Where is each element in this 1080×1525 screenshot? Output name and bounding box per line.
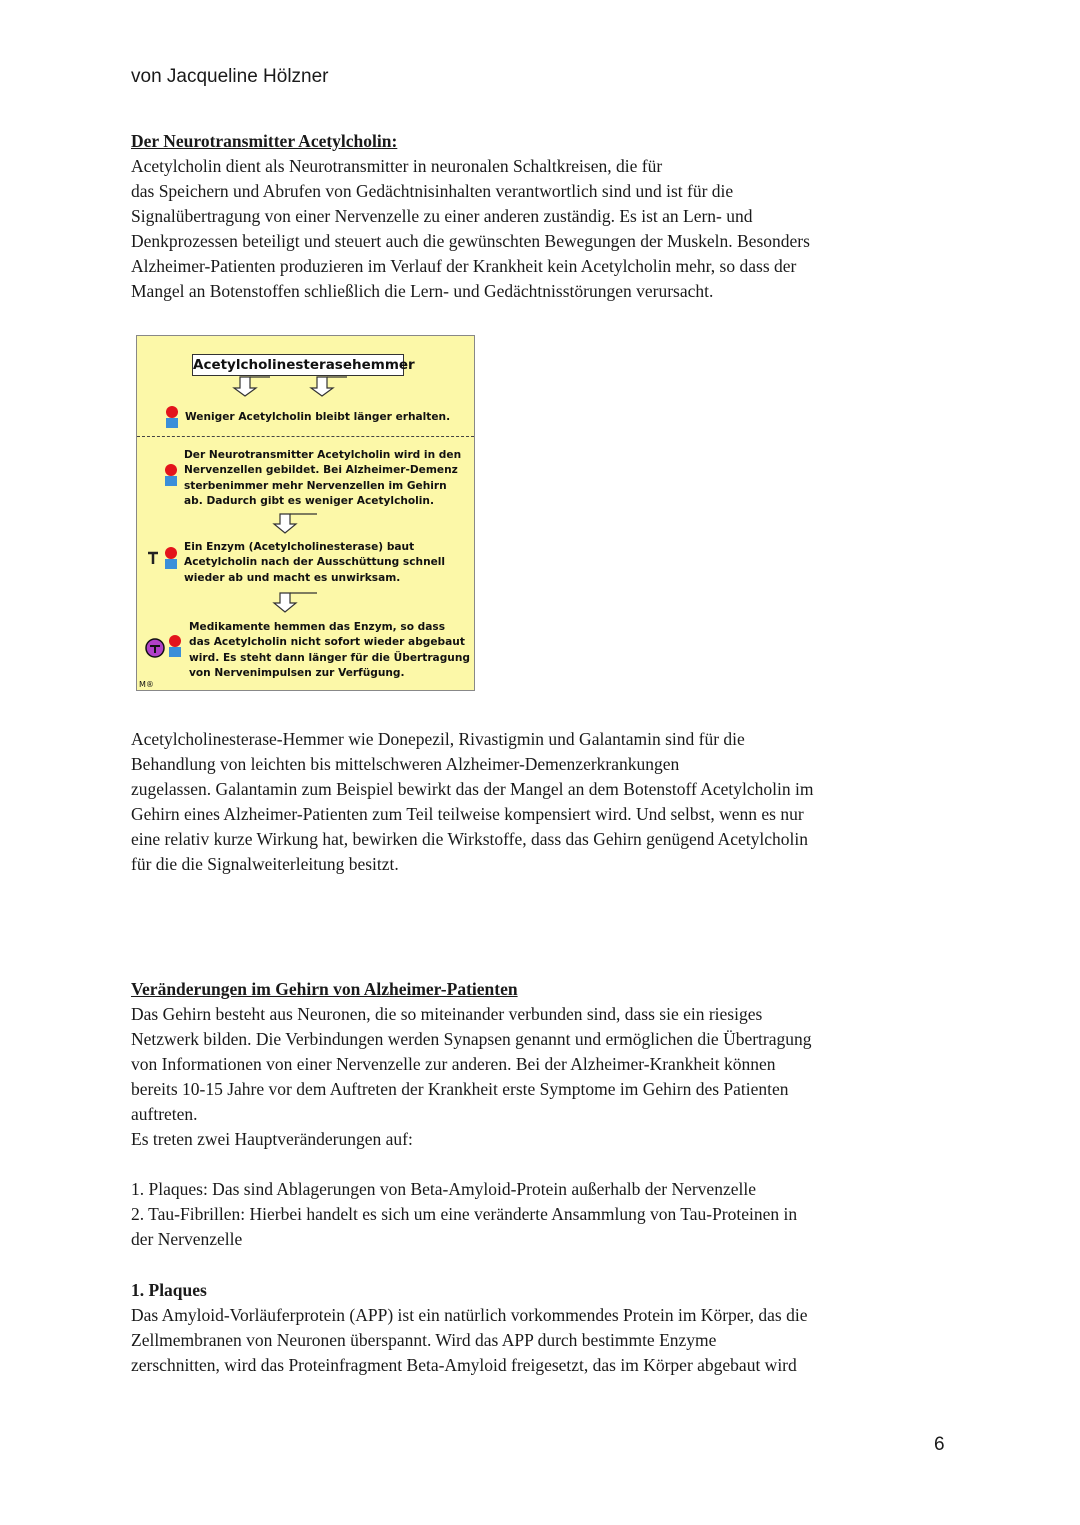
text-line: der Nervenzelle xyxy=(131,1229,243,1249)
text-line: ab. Dadurch gibt es weniger Acetylcholin. xyxy=(184,494,434,507)
figure-step-text xyxy=(189,620,470,681)
subsection-heading: 1. Plaques xyxy=(131,1280,207,1300)
text-line: Zellmembranen von Neuronen überspannt. Wird das APP durch bestimmte Enzyme xyxy=(131,1330,717,1350)
text-line: wieder ab und macht es unwirksam. xyxy=(184,571,401,584)
section-veraenderungen xyxy=(131,977,961,1252)
text-line: Acetylcholin dient als Neurotransmitter in neuronalen Schaltkreisen, die für xyxy=(131,156,663,176)
text-line: auftreten. xyxy=(131,1104,198,1124)
text-line: zerschnitten, wird das Proteinfragment Beta-Amyloid freigesetzt, das im Körper abgebaut wird xyxy=(131,1355,797,1375)
text-line: wird. Es steht dann länger für die Übertragung xyxy=(189,651,470,664)
paragraph xyxy=(131,1303,961,1378)
text-line: Das Amyloid-Vorläuferprotein (APP) ist ein natürlich vorkommendes Protein im Körper, das die xyxy=(131,1305,808,1325)
text-line: Nervenzellen gebildet. Bei Alzheimer-Demenz xyxy=(184,464,458,477)
text-line: 1. Plaques: Das sind Ablagerungen von Beta-Amyloid-Protein außerhalb der Nervenzelle xyxy=(131,1179,756,1199)
text-line: Das Gehirn besteht aus Neuronen, die so miteinander verbunden sind, dass sie ein riesiges xyxy=(131,1004,763,1024)
dashed-divider xyxy=(137,436,474,437)
text-line: sterbenimmer mehr Nervenzellen im Gehirn xyxy=(184,479,447,492)
paragraph xyxy=(131,727,961,877)
text-line: Acetylcholinesterase-Hemmer wie Donepezil, Rivastigmin und Galantamin sind für die xyxy=(131,729,745,749)
text-line: Denkprozessen beteiligt und steuert auch die gewünschten Bewegungen der Muskeln. Besonders xyxy=(131,231,810,251)
author-line: von Jacqueline Hölzner xyxy=(131,66,329,87)
text-line: von Informationen von einer Nervenzelle zur anderen. Bei der Alzheimer-Krankheit können xyxy=(131,1054,776,1074)
text-line: Netzwerk bilden. Die Verbindungen werden Synapsen genannt und ermöglichen die Übertragung xyxy=(131,1029,812,1049)
text-line: für die die Signalweiterleitung besitzt. xyxy=(131,854,399,874)
section-hemmer xyxy=(131,727,961,877)
down-arrow-icon xyxy=(274,593,317,612)
text-line: eine relativ kurze Wirkung hat, bewirken die Wirkstoffe, dass das Gehirn genügend Acetylcholin xyxy=(131,829,809,849)
text-line: Behandlung von leichten bis mittelschweren Alzheimer-Demenzerkrankungen xyxy=(131,754,680,774)
section-acetylcholin xyxy=(131,129,961,304)
paragraph xyxy=(131,154,961,304)
text-line: Mangel an Botenstoffen schließlich die Lern- und Gedächtnisstörungen verursacht. xyxy=(131,281,714,301)
text-line: das Acetylcholin nicht sofort wieder abgebaut xyxy=(189,636,465,649)
down-arrow-icon xyxy=(234,377,347,396)
text-line: von Nervenimpulsen zur Verfügung. xyxy=(189,666,405,679)
text-line: Medikamente hemmen das Enzym, so dass xyxy=(189,621,445,633)
page-number: 6 xyxy=(934,1434,945,1455)
section-heading: Veränderungen im Gehirn von Alzheimer-Patienten xyxy=(131,979,518,999)
acetylcholin-molecule-icon xyxy=(165,464,177,486)
text-line: 2. Tau-Fibrillen: Hierbei handelt es sich um eine veränderte Ansammlung von Tau-Proteinen in xyxy=(131,1204,798,1224)
text-line: Alzheimer-Patienten produzieren im Verlauf der Krankheit kein Acetylcholin mehr, so dass der xyxy=(131,256,797,276)
acetylcholin-molecule-icon xyxy=(166,406,178,428)
enzyme-icon xyxy=(148,547,177,569)
text-line: Acetylcholin nach der Ausschüttung schnell xyxy=(184,556,446,569)
numbered-list xyxy=(131,1177,961,1252)
text-line: Der Neurotransmitter Acetylcholin wird in den xyxy=(184,449,462,461)
figure-source-mark: M® xyxy=(139,680,154,689)
section-heading: Der Neurotransmitter Acetylcholin: xyxy=(131,131,398,151)
figure-title: Acetylcholinesterasehemmer xyxy=(192,354,404,376)
text-line: bereits 10-15 Jahre vor dem Auftreten der Krankheit erste Symptome im Gehirn des Patienten xyxy=(131,1079,789,1099)
figure-step-text xyxy=(184,448,461,509)
inhibited-enzyme-icon xyxy=(146,635,181,657)
text-line: Weniger Acetylcholin bleibt länger erhalten. xyxy=(185,411,451,423)
figure-step-text xyxy=(184,540,445,586)
down-arrow-icon xyxy=(274,514,317,533)
text-line: Es treten zwei Hauptveränderungen auf: xyxy=(131,1129,413,1149)
text-line: Ein Enzym (Acetylcholinesterase) baut xyxy=(184,541,415,553)
acetylcholinesterase-figure xyxy=(136,335,475,691)
text-line: das Speichern und Abrufen von Gedächtnisinhalten verantwortlich sind und ist für die xyxy=(131,181,734,201)
figure-step-text xyxy=(185,410,450,425)
text-line: Gehirn eines Alzheimer-Patienten zum Teil teilweise kompensiert wird. Und selbst, wenn es nur xyxy=(131,804,804,824)
paragraph xyxy=(131,1002,961,1152)
section-plaques xyxy=(131,1278,961,1378)
text-line: zugelassen. Galantamin zum Beispiel bewirkt das der Mangel an dem Botenstoff Acetylcholin im xyxy=(131,779,814,799)
text-line: Signalübertragung von einer Nervenzelle zu einer anderen zuständig. Es ist an Lern- und xyxy=(131,206,753,226)
